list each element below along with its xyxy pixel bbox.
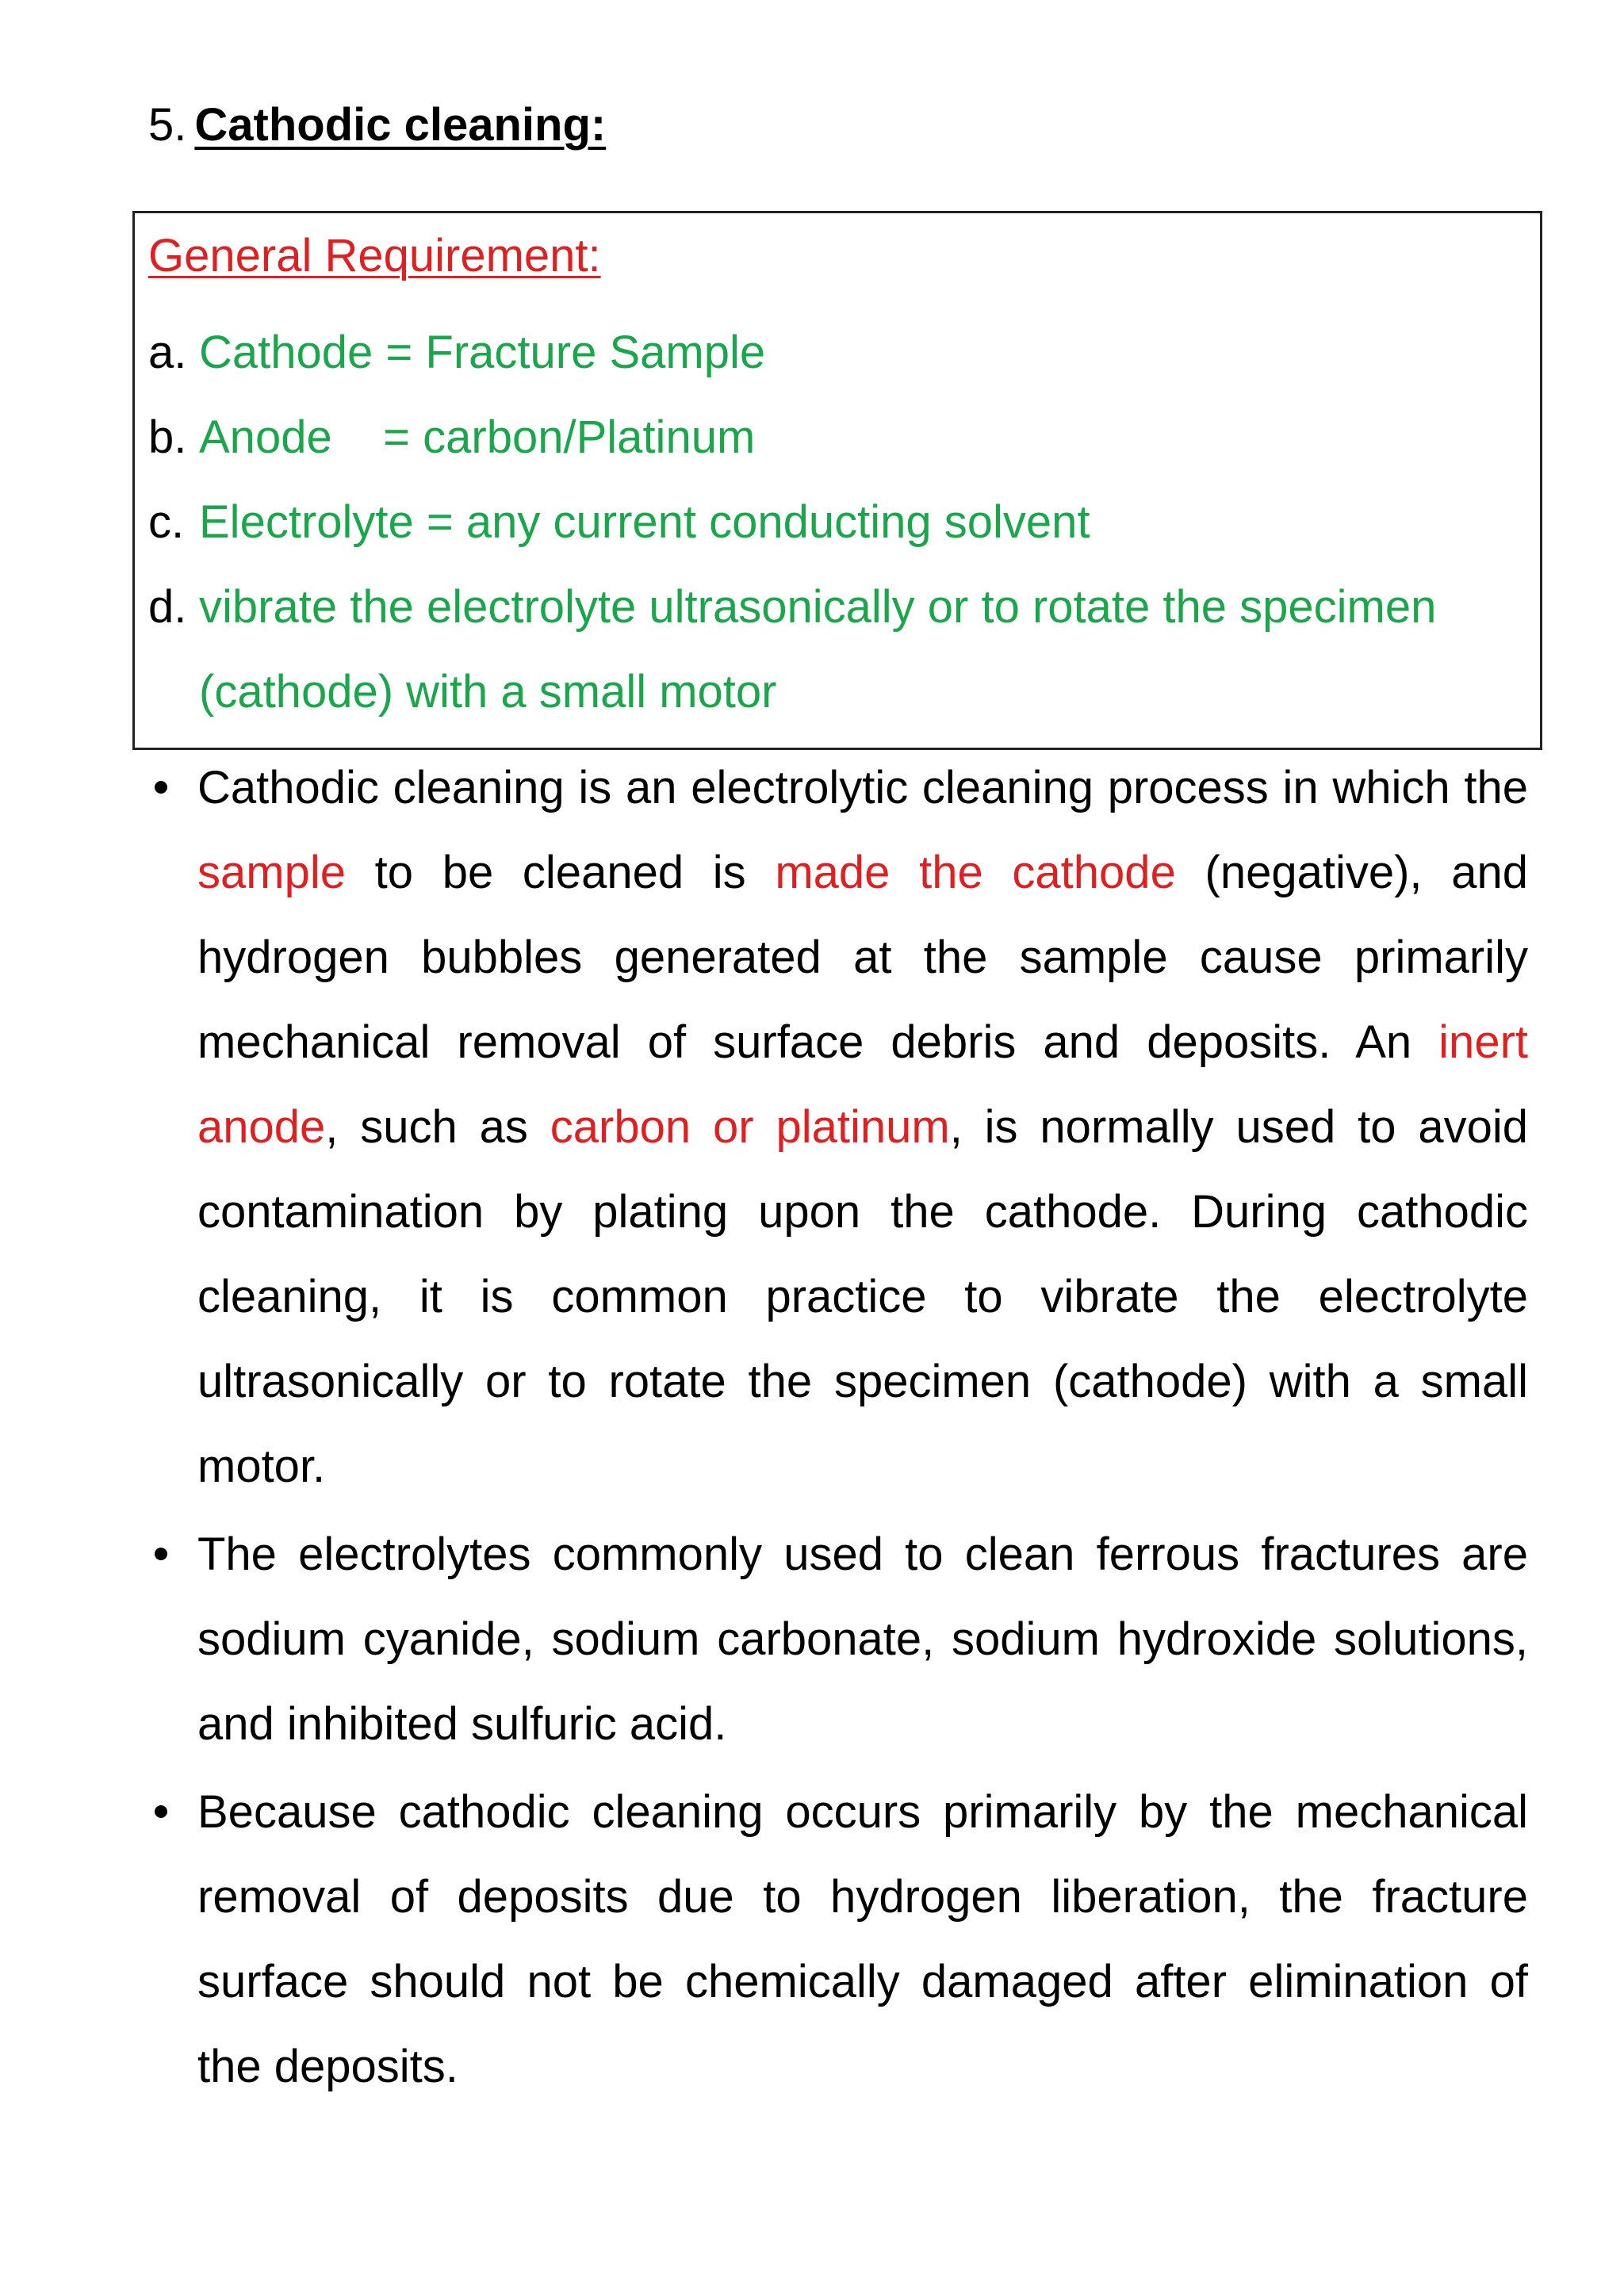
bullet-item-3 xyxy=(148,1770,1528,2109)
requirement-title: General Requirement: xyxy=(148,230,601,281)
highlight-segment: made the cathode xyxy=(775,847,1176,898)
requirement-item-b xyxy=(148,395,1536,480)
bullet-dot-icon xyxy=(155,1548,167,1560)
text-segment: (negative), and hydrogen bubbles generated at the sample cause primarily mechanical removal of surface debris and deposits. An xyxy=(197,847,1528,1068)
requirement-text: Electrolyte = any current conducting solvent xyxy=(199,496,1090,548)
bullet-dot-icon xyxy=(155,781,167,794)
requirement-item-c xyxy=(148,480,1536,564)
highlight-segment: sample xyxy=(197,847,346,898)
highlight-segment: inert anode xyxy=(197,1016,1528,1153)
text-segment: Cathodic cleaning is an electrolytic cleaning process in which the xyxy=(197,762,1528,813)
requirement-item-d xyxy=(148,564,1536,734)
section-heading xyxy=(148,94,606,157)
requirement-list xyxy=(148,310,1536,734)
section-title: Cathodic cleaning: xyxy=(194,99,607,151)
requirement-marker: a. xyxy=(148,327,187,378)
text-segment: , is normally used to avoid contamination by plating upon the cathode. During cathodic cleaning, it is common practice to vibrate the electrolyte ultrasonically or to rotate the specimen (cathode) with a small motor. xyxy=(197,1101,1529,1492)
requirement-marker: d. xyxy=(148,581,187,633)
requirement-text: Cathode = Fracture Sample xyxy=(199,327,766,378)
requirement-text: vibrate the electrolyte ultrasonically or to rotate the specimen (cathode) with a small motor xyxy=(199,581,1437,718)
bullet-list xyxy=(148,745,1528,2112)
highlight-segment: carbon or platinum xyxy=(550,1101,950,1153)
bullet-dot-icon xyxy=(155,1805,167,1818)
text-segment: , such as xyxy=(325,1101,550,1153)
requirement-marker: b. xyxy=(148,411,187,463)
bullet-item-1 xyxy=(148,745,1528,1509)
section-number: 5. xyxy=(148,99,187,151)
text-segment: Because cathodic cleaning occurs primarily by the mechanical removal of deposits due to hydrogen liberation, the fracture surface should not be chemically damaged after elimination of the deposits. xyxy=(197,1786,1528,2092)
requirement-item-a xyxy=(148,310,1536,395)
text-segment: The electrolytes commonly used to clean ferrous fractures are sodium cyanide, sodium carbonate, sodium hydroxide solutions, and inhibited sulfuric acid. xyxy=(197,1529,1528,1750)
bullet-item-2 xyxy=(148,1512,1528,1766)
requirement-marker: c. xyxy=(148,496,185,548)
requirement-text: Anode = carbon/Platinum xyxy=(199,411,756,463)
text-segment: to be cleaned is xyxy=(345,847,776,898)
general-requirement-box xyxy=(132,211,1542,750)
